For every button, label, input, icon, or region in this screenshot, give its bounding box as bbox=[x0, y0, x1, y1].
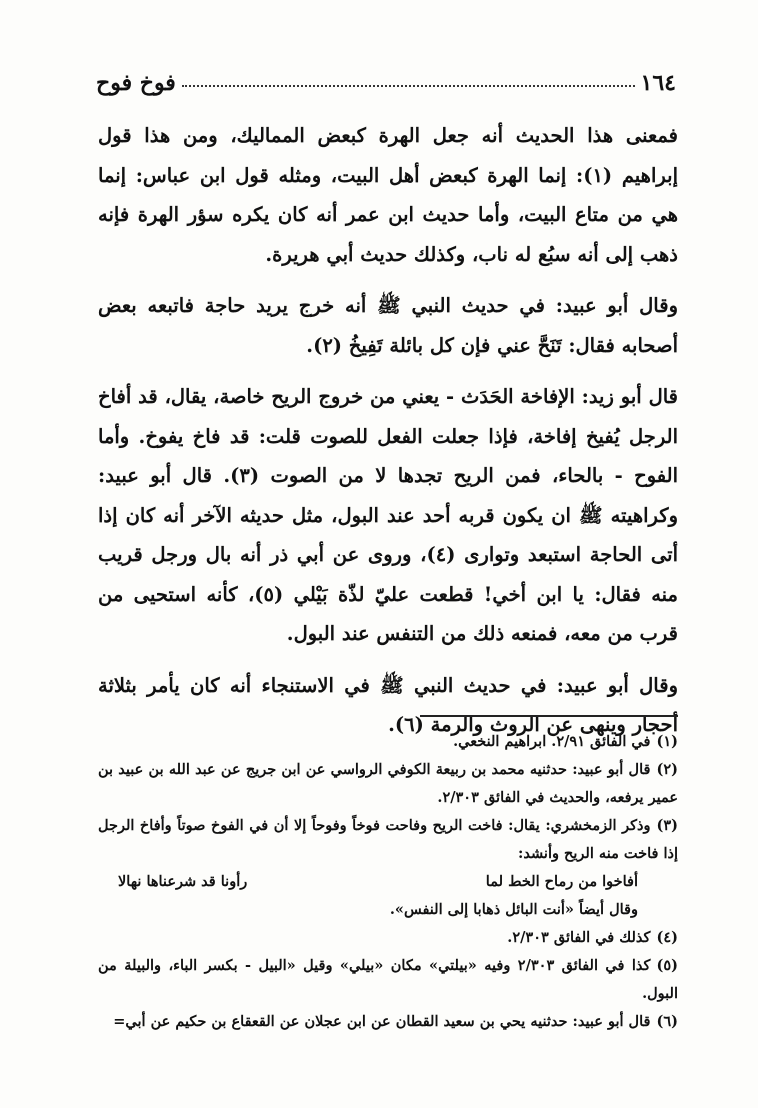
footnote-4 bbox=[98, 924, 678, 952]
footnote-number: (٣) bbox=[656, 817, 678, 834]
footnote-text: كذلك في الفائق ٢/٣٠٣. bbox=[507, 929, 651, 946]
header-dotted-leader bbox=[182, 85, 635, 87]
paragraph-1: فمعنى هذا الحديث أنه جعل الهرة كبعض المماليك، ومن هذا قول إبراهيم (١): إنما الهرة كبعض أهل البيت، ومثله قول ابن عباس: إنما هي من متاع البيت، وأما حديث ابن عمر أنه كان يكره سؤر الهرة فإنه ذهب إلى أنه سبُع له ناب، وكذلك حديث أبي هريرة. bbox=[98, 124, 678, 266]
footnote-3-continuation: وقال أيضاً «أنت البائل ذهابا إلى النفس». bbox=[389, 901, 638, 918]
paragraph-2: وقال أبو عبيد: في حديث النبي ﷺ أنه خرج يريد حاجة فاتبعه بعض أصحابه فقال: تَنَحَّ عني فإن كل بائلة تَفِيخُ (٢). bbox=[98, 294, 678, 357]
footnote-number: (٤) bbox=[656, 929, 678, 946]
paragraph-4: وقال أبو عبيد: في حديث النبي ﷺ في الاستنجاء أنه كان يأمر بثلاثة أحجار وينهى عن الروث والرمة (٦). bbox=[98, 673, 678, 736]
footnote-number: (٥) bbox=[656, 957, 678, 974]
footnote-text: وذكر الزمخشري: يقال: فاخت الريح وفاحت فوخاً وفوحاً إلا أن في الفوخ صوتاً وأفاخ الرجل إذا فاخت منه الريح وأنشد: bbox=[98, 817, 678, 862]
footnote-number: (٢) bbox=[656, 761, 678, 778]
footnote-6 bbox=[98, 1008, 678, 1036]
footnotes bbox=[98, 728, 678, 1036]
footnote-3 bbox=[98, 812, 678, 868]
footnote-text: كذا في الفائق ٢/٣٠٣ وفيه «بيلتي» مكان «بيلي» وقيل «البيل - بكسر الباء، والبيلة من البول. bbox=[98, 957, 678, 1002]
verse-first-hemistich: أفاخوا من رماح الخط لما bbox=[485, 873, 638, 890]
verse-second-hemistich: رأونا قد شرعناها نهالا bbox=[118, 873, 248, 890]
running-head: فوخ فوح bbox=[96, 70, 176, 96]
footnote-text: قال أبو عبيد: حدثنيه محمد بن ربيعة الكوفي الرواسي عن ابن جريج عن عبد الله بن عبيد بن عمير يرفعه، والحديث في الفائق ٢/٣٠٣. bbox=[98, 761, 678, 806]
poetry-verse bbox=[98, 868, 678, 896]
footnote-text: قال أبو عبيد: حدثنيه يحي بن سعيد القطان عن ابن عجلان عن القعقاع بن حكيم عن أبي= bbox=[113, 1013, 651, 1030]
page-header bbox=[96, 66, 676, 100]
footnote-2 bbox=[98, 756, 678, 812]
page-number: ١٦٤ bbox=[640, 70, 676, 96]
footnote-separator bbox=[420, 715, 678, 717]
main-text bbox=[98, 116, 678, 745]
paragraph-3: قال أبو زيد: الإفاخة الحَدَث - يعني من خروج الريح خاصة، يقال، قد أفاخ الرجل يُفيخ إفاخة، فإذا جعلت الفعل للصوت قلت: قد فاخ يفوخ. وأما الفوح - بالحاء، فمن الريح تجدها لا من الصوت (٣). قال أبو عبيد: وكراهيته ﷺ ان يكون قربه أحد عند البول، مثل حديثه الآخر أنه كان إذا أتى الحاجة استبعد وتوارى (٤)، وروى عن أبي ذر أنه بال ورجل قريب منه فقال: يا ابن أخي! قطعت عليّ لذّة بَيْلي (٥)، كأنه استحيى من قرب من معه، فمنعه ذلك من التنفس عند البول. bbox=[98, 385, 679, 645]
footnote-5 bbox=[98, 952, 678, 1008]
footnote-number: (١) bbox=[656, 733, 678, 750]
footnote-text: في الفائق ٢/٩١. ابراهيم النخعي. bbox=[453, 733, 651, 750]
footnote-1 bbox=[98, 728, 678, 756]
footnote-number: (٦) bbox=[656, 1013, 678, 1030]
